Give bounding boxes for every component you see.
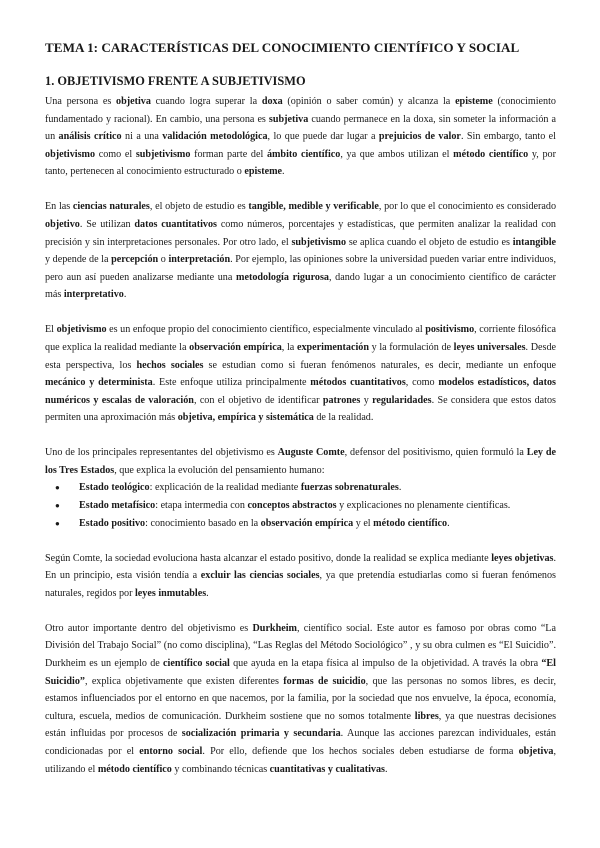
list-item: [45, 497, 556, 515]
bold-term: positivismo: [425, 324, 475, 336]
paragraph-positivismo: [45, 321, 556, 427]
bold-term: prejuicios de valor: [378, 131, 461, 143]
bold-term: leyes universales: [453, 341, 526, 353]
list-item: [45, 515, 556, 533]
bold-term: mecánico y determinista: [45, 377, 153, 389]
text-run: , explica objetivamente que existen diferentes: [84, 675, 284, 687]
text-run: El: [45, 324, 57, 336]
text-run: forman parte del: [190, 148, 267, 160]
bold-term: conceptos abstractos: [247, 500, 337, 512]
bold-term: leyes inmutables: [134, 587, 207, 599]
bold-term: regularidades: [372, 394, 432, 406]
text-run: (opinión o saber común) y alcanza la: [282, 96, 456, 107]
text-run: , por lo que el conocimiento es considerado: [378, 201, 557, 213]
bold-term: Durkheim: [252, 622, 297, 634]
paragraph-ciencias-naturales: [45, 198, 556, 304]
bold-term: objetivismo: [56, 324, 107, 336]
bold-term: método científico: [373, 517, 448, 529]
text-run: , utilizando el: [45, 745, 556, 775]
bold-term: excluir las ciencias sociales: [200, 570, 320, 582]
bold-term: método científico: [453, 148, 529, 160]
bold-term: objetiva: [116, 96, 151, 107]
bold-term: análisis crítico: [58, 131, 122, 143]
text-run: , corriente filosófica que explica la realidad mediante la: [45, 324, 557, 353]
text-run: : explicación de la realidad mediante: [149, 482, 301, 494]
text-run: , el objeto de estudio es: [149, 201, 249, 213]
text-run: .: [398, 482, 402, 494]
bold-term: hechos sociales: [136, 359, 204, 371]
text-run: , que explica la evolución del pensamiento humano:: [114, 464, 325, 476]
text-run: es un enfoque propio del conocimiento científico, especialmente vinculado al: [106, 324, 426, 336]
text-run: , dando lugar a un conocimiento científico de carácter más: [45, 271, 557, 301]
bold-term: episteme: [455, 96, 493, 107]
text-run: , ya que nuestras decisiones están influidas por procesos de: [45, 710, 557, 740]
bold-term: objetiva, empírica y sistemática: [177, 412, 314, 424]
bold-term: observación empírica: [189, 341, 282, 353]
bold-term: fuerzas sobrenaturales: [300, 482, 399, 494]
text-run: , la: [281, 341, 297, 353]
paragraph-comte: [45, 444, 556, 479]
bold-term: episteme: [244, 166, 283, 178]
text-run: .: [123, 289, 127, 301]
paragraph-objetividad: [45, 93, 556, 181]
text-run: y: [360, 394, 373, 406]
bold-term: percepción: [111, 254, 159, 266]
section-heading: 1. OBJETIVISMO FRENTE A SUBJETIVISMO: [45, 74, 306, 88]
text-run: (conocimiento fundamentado y racional). En cambio, una persona es: [45, 96, 556, 125]
text-run: de la realidad.: [313, 412, 374, 424]
text-run: , como: [405, 377, 439, 389]
bold-term: tangible, medible y verificable: [248, 201, 379, 213]
paragraph-evolucion: [45, 550, 556, 603]
text-run: , defensor del positivismo, quien formuló la: [344, 447, 527, 459]
text-run: , ya que pretendía estudiarlas como si fueran fenómenos naturales, regidos por: [45, 570, 556, 599]
text-run: y la formulación de: [368, 341, 454, 353]
bold-term: “El Suicidio”: [45, 657, 556, 687]
bold-term: ámbito científico: [266, 148, 341, 160]
bold-term: patrones: [322, 394, 361, 406]
text-run: , ya que ambos utilizan el: [340, 148, 454, 160]
text-run: .: [384, 763, 388, 775]
bold-term: leyes objetivas: [491, 552, 554, 564]
text-run: Según Comte, la sociedad evoluciona hasta alcanzar el estado positivo, donde la realidad se explica mediante: [45, 552, 492, 564]
bold-term: observación empírica: [260, 517, 354, 529]
bold-term: Ley de los Tres Estados: [45, 447, 556, 476]
text-run: cuando permanece en la doxa, sin someter la información a un: [45, 113, 557, 143]
text-run: , científico social. Este autor es famoso por obras como “La División del Trabajo Social” (no como disciplina), “Las Reglas del Método Sociológico” , y su obra culmen es “El Suicidio”. Durkheim es un ejemplo de: [45, 622, 556, 669]
bold-term: Estado teológico: [79, 482, 150, 494]
text-run: .: [282, 166, 285, 178]
text-run: , con el objetivo de identificar: [193, 394, 323, 406]
bold-term: datos cuantitativos: [134, 218, 217, 230]
text-run: y, por tanto, pertenecen al conocimiento estructurado o: [45, 148, 556, 178]
text-run: Otro autor importante dentro del objetivismo es: [45, 622, 253, 634]
bold-term: ciencias naturales: [72, 201, 150, 213]
text-run: , lo que puede dar lugar a: [267, 131, 379, 143]
bold-term: interpretativo: [63, 289, 124, 301]
bold-term: metodología rigurosa: [236, 271, 329, 283]
text-run: En las: [45, 201, 73, 213]
text-run: y el: [353, 517, 374, 529]
bold-term: subjetivismo: [291, 236, 347, 248]
bold-term: Estado metafísico: [79, 500, 156, 512]
bold-term: intangible: [512, 236, 557, 248]
text-run: . Desde esta perspectiva, los: [45, 341, 557, 371]
list-item: [45, 479, 556, 497]
text-run: .: [447, 517, 450, 529]
text-run: y explicaciones no plenamente científicas.: [336, 500, 511, 512]
bold-term: doxa: [261, 96, 283, 107]
bold-term: libres: [414, 710, 439, 722]
text-run: se estudian como si fueran fenómenos naturales, es decir, mediante un enfoque: [203, 359, 556, 371]
text-run: se aplica cuando el objeto de estudio es: [346, 236, 513, 248]
bold-term: experimentación: [296, 341, 369, 353]
bold-term: socialización primaria y secundaria: [181, 728, 341, 740]
bold-term: modelos estadísticos, datos numéricos y escalas de valoración: [45, 377, 556, 406]
bold-term: científico social: [163, 657, 230, 669]
bold-term: métodos cuantitativos: [310, 377, 406, 389]
document-title: TEMA 1: CARACTERÍSTICAS DEL CONOCIMIENTO CIENTÍFICO Y SOCIAL: [45, 40, 520, 55]
bold-term: objetiva: [518, 745, 554, 757]
bold-term: objetivismo: [45, 148, 96, 160]
bold-term: Auguste Comte: [277, 447, 345, 459]
text-run: que ayuda en la etapa física al impulso de la objetividad. A través la obra: [229, 657, 542, 669]
bold-term: entorno social: [139, 745, 203, 757]
text-run: ni a una: [121, 131, 163, 143]
text-run: .: [206, 587, 209, 599]
text-run: y combinando técnicas: [171, 763, 270, 775]
text-run: : conocimiento basado en la: [145, 517, 261, 529]
bold-term: Estado positivo: [79, 517, 146, 529]
text-run: , que las personas no somos libres, es decir, estamos influenciados por el entorno en que nacemos, por la familia, por la sociedad que nos envuelve, la época, economía, cultura, escuela, medios de comunicación. Durkheim sostiene que no somos totalmente: [45, 675, 556, 722]
text-run: : etapa intermedia con: [155, 500, 248, 512]
paragraph-durkheim: [45, 620, 556, 778]
bold-term: cuantitativas y cualitativas: [269, 763, 385, 775]
text-run: Uno de los principales representantes del objetivismo es: [45, 447, 278, 459]
text-run: . Se utilizan: [79, 218, 135, 230]
tres-estados-list: [45, 479, 556, 532]
text-run: . Sin embargo, tanto el: [460, 131, 556, 143]
text-run: cuando logra superar la: [150, 96, 262, 107]
text-run: . Por ejemplo, las opiniones sobre la universidad pueden variar entre individuos, pero aun así pueden analizarse mediante una: [45, 254, 556, 283]
text-run: . En un principio, esta visión tendía a: [45, 552, 556, 582]
text-run: . Se considera que estos datos permiten una aproximación más: [45, 394, 556, 424]
bold-term: subjetiva: [268, 113, 309, 125]
bold-term: interpretación: [168, 254, 231, 266]
bold-term: formas de suicidio: [283, 675, 366, 687]
text-run: Una persona es: [45, 96, 117, 107]
bold-term: método científico: [97, 763, 172, 775]
text-run: . Este enfoque utiliza principalmente: [152, 377, 311, 389]
bold-term: validación metodológica: [162, 131, 268, 143]
bold-term: subjetivismo: [135, 148, 191, 160]
bold-term: objetivo: [45, 218, 80, 230]
text-run: . Por ello, defiende que los hechos sociales deben estudiarse de forma: [202, 745, 519, 757]
text-run: como números, porcentajes y estadísticas, que permiten analizar la realidad con precisión y sin interpretaciones personales. Por otro lado, el: [45, 218, 556, 248]
text-run: . Aunque las acciones parezcan individuales, están condicionadas por el: [45, 728, 556, 757]
text-run: o: [158, 254, 169, 266]
text-run: y depende de la: [45, 254, 112, 266]
text-run: como el: [95, 148, 136, 160]
